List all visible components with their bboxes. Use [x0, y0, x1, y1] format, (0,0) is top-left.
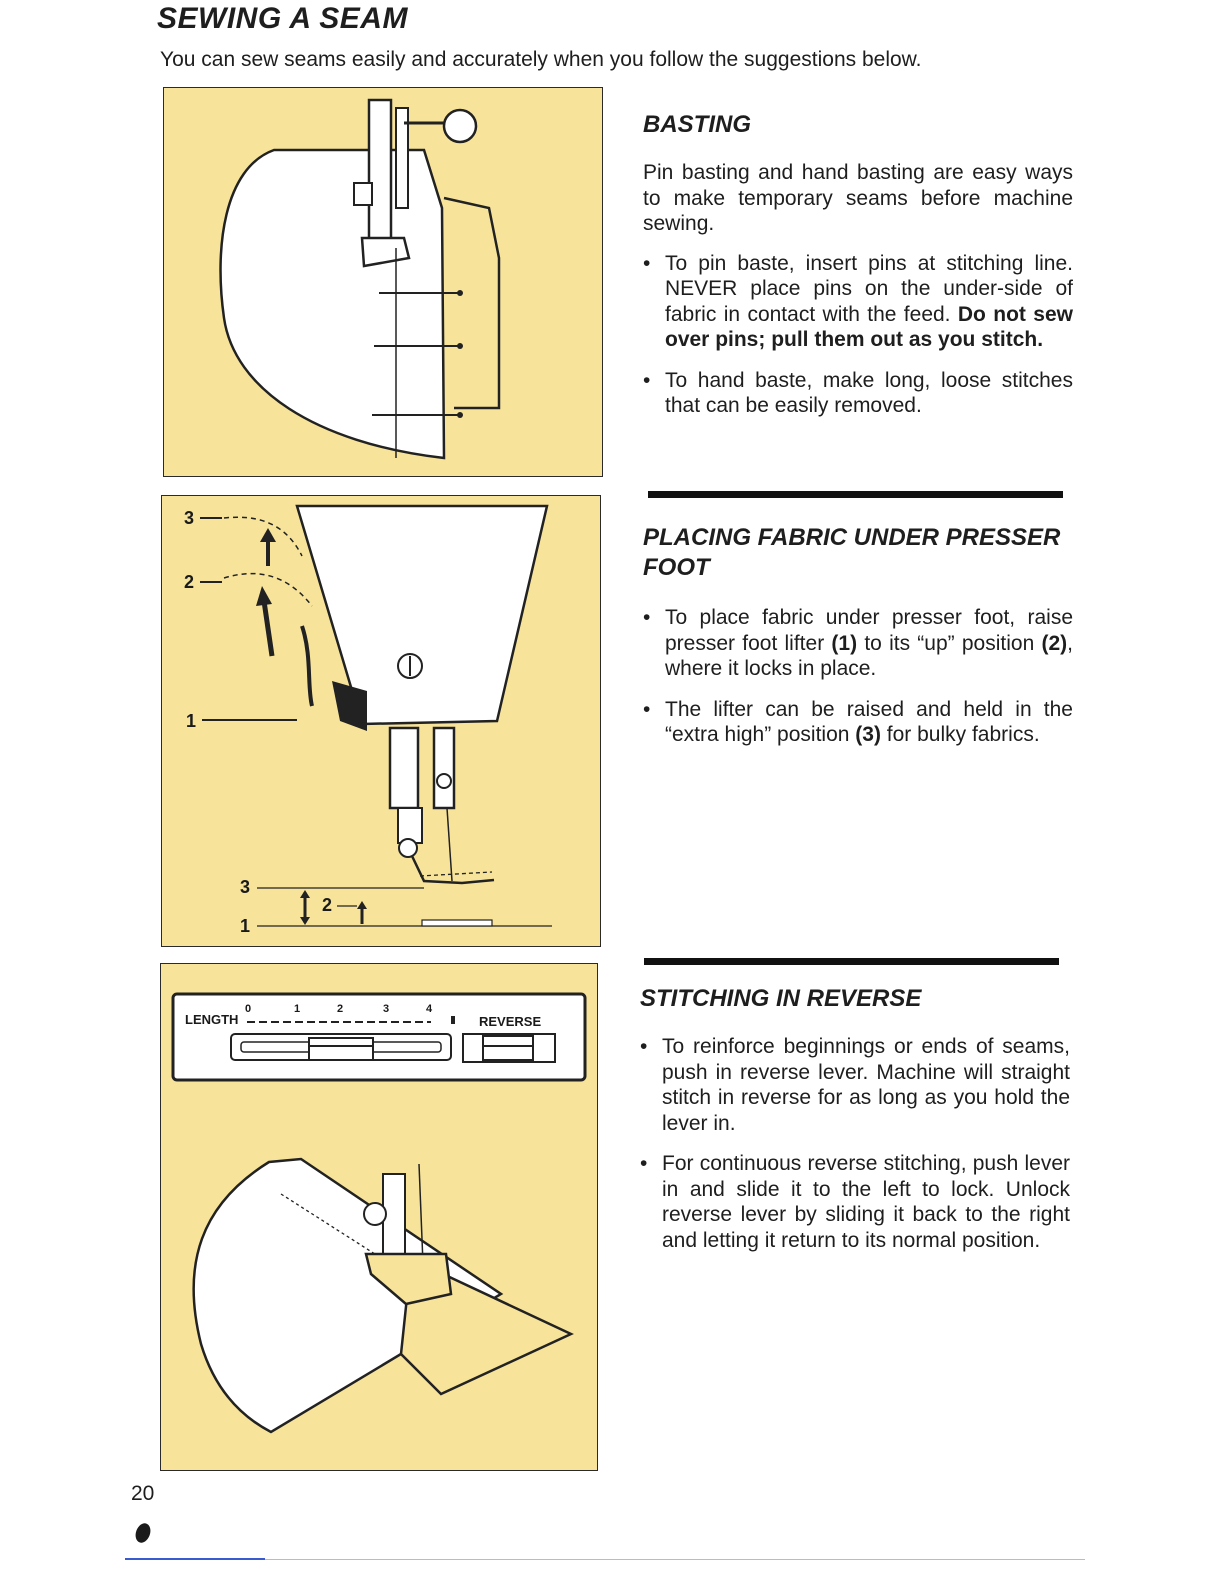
page-number: 20 [131, 1482, 155, 1505]
intro-text: You can sew seams easily and accurately when you follow the suggestions below. [160, 48, 922, 71]
pin-baste-warning: Do not sew over pins; pull them out as you stitch. [665, 302, 1073, 351]
callout-1-lever: 1 [186, 711, 197, 731]
placing-fabric-bullets [643, 605, 1073, 748]
pin-basting-drawing [164, 88, 603, 477]
section-divider [648, 491, 1063, 498]
callout-ref-1: (1) [831, 631, 858, 655]
length-tick-2: 2 [337, 1003, 344, 1015]
callout-ref-3: (3) [855, 723, 881, 746]
list-item [640, 1034, 1070, 1136]
reverse-bullets [640, 1034, 1070, 1253]
callout-1-bottom: 1 [240, 916, 251, 936]
basting-section [643, 110, 1073, 434]
callout-3-bottom: 3 [240, 877, 251, 897]
reverse-label: REVERSE [479, 1014, 542, 1029]
bottom-rule-accent [125, 1558, 265, 1560]
placing-b1-part2: to its “up” position [857, 631, 1042, 655]
length-tick-1: 1 [294, 1003, 301, 1015]
callout-2-top: 2 [184, 572, 195, 592]
basting-heading: BASTING [643, 111, 751, 138]
callout-2-bottom: 2 [322, 895, 333, 915]
reverse-bullet-1: To reinforce beginnings or ends of seams, push in reverse lever. Machine will straight stitch in reverse for as long as you hold the lever in. [662, 1035, 1070, 1135]
pin-baste-text: To pin baste, insert pins at stitching line. NEVER place pins on the under-side of fabric in contact with the feed. [665, 251, 1073, 326]
length-tick-3: 3 [383, 1003, 390, 1015]
placing-b1-part3: , where it locks in place. [665, 631, 1073, 680]
corner-mark [133, 1521, 153, 1545]
list-item [643, 605, 1073, 682]
reverse-stitch-drawing [161, 964, 598, 1471]
reverse-section [640, 984, 1070, 1268]
reverse-heading: STITCHING IN REVERSE [640, 985, 922, 1012]
list-item [640, 1151, 1070, 1253]
basting-bullets [643, 251, 1073, 419]
length-tick-0: 0 [245, 1003, 252, 1015]
list-item [643, 251, 1073, 353]
callout-3-top: 3 [184, 508, 195, 528]
reverse-stitch-illustration [160, 963, 598, 1471]
placing-fabric-section [643, 523, 1073, 763]
page-title: SEWING A SEAM [157, 2, 408, 35]
section-divider [644, 958, 1059, 965]
callout-ref-2: (2) [1041, 631, 1068, 655]
placing-b1-part1: To place fabric under presser foot, raise presser foot lifter [665, 606, 1073, 655]
bottom-rule [125, 1559, 1085, 1560]
presser-foot-lifter-illustration [161, 495, 601, 947]
length-label: LENGTH [185, 1012, 239, 1027]
hand-baste-text: To hand baste, make long, loose stitches that can be easily removed. [665, 368, 1073, 417]
presser-foot-drawing [162, 496, 601, 947]
pin-basting-illustration [163, 87, 603, 477]
reverse-bullet-2: For continuous reverse stitching, push lever in and slide it to the left to lock. Unlock reverse lever by sliding it back to the right and letting it return to its normal position. [662, 1152, 1070, 1252]
length-tick-4: 4 [426, 1003, 433, 1015]
list-item [643, 368, 1073, 419]
placing-b2-part1: The lifter can be raised and held in the “extra high” position [665, 697, 1073, 746]
basting-paragraph: Pin basting and hand basting are easy ways to make temporary seams before machine sewing. [643, 161, 1073, 235]
placing-fabric-heading: PLACING FABRIC UNDER PRESSER FOOT [643, 524, 1061, 581]
placing-b2-part2: for bulky fabrics. [880, 723, 1040, 746]
list-item [643, 697, 1073, 748]
